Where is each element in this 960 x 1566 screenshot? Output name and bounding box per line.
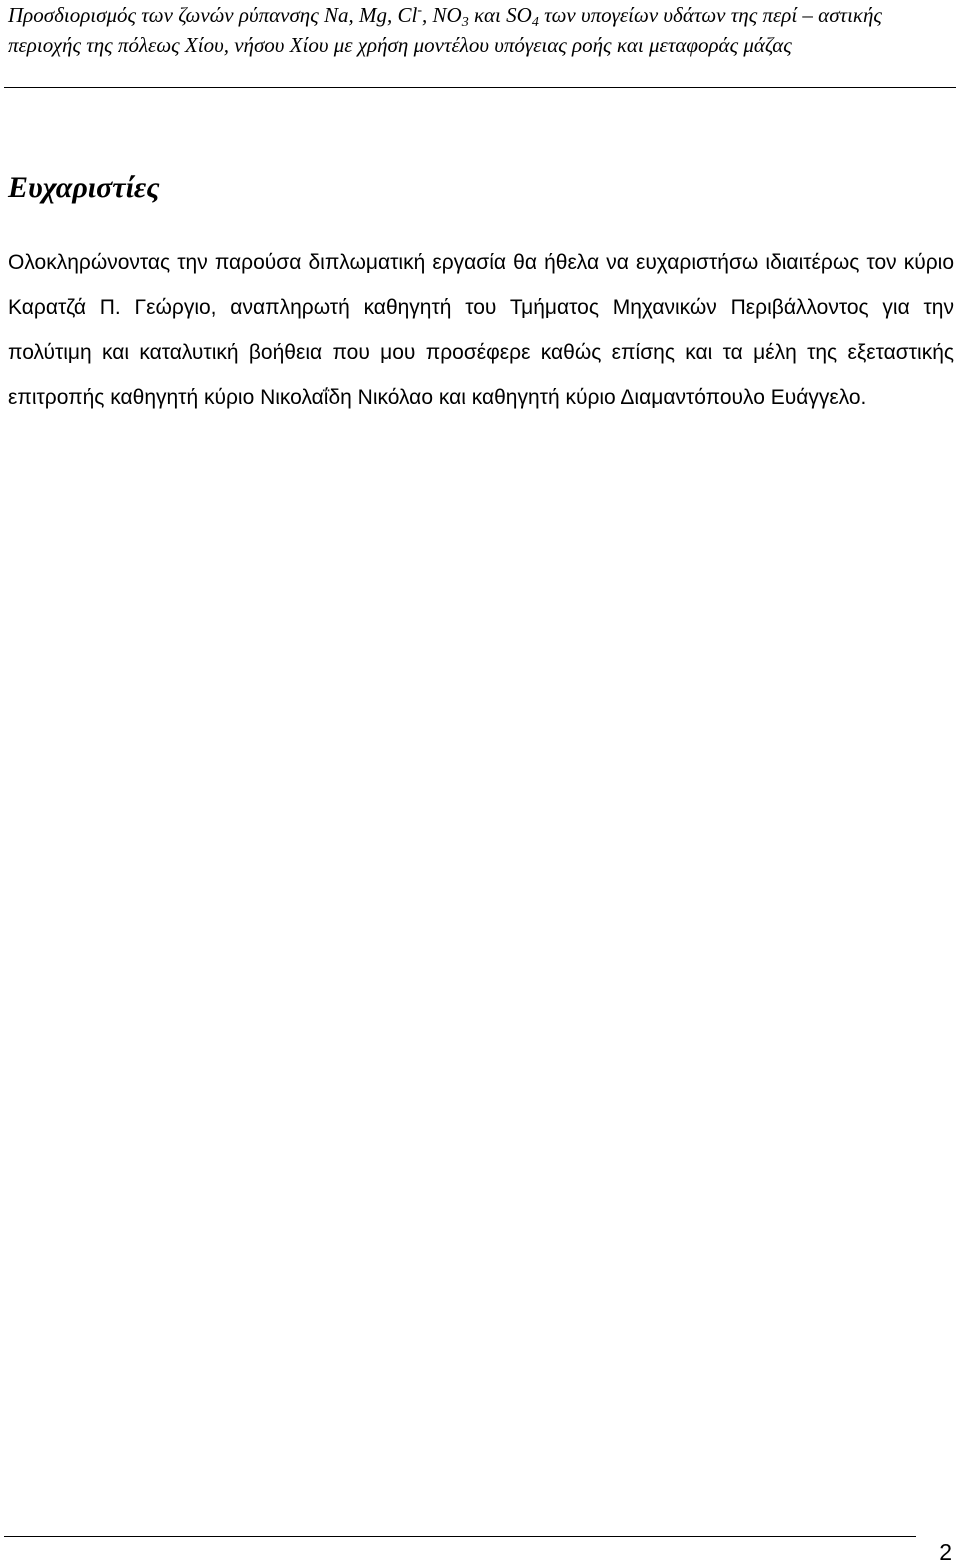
running-header bbox=[8, 0, 956, 60]
header-text-part2: , NO bbox=[422, 3, 462, 27]
header-text-part3: και SO bbox=[468, 3, 532, 27]
header-text-part1: Προσδιορισμός των ζωνών ρύπανσης Na, Mg, Cl bbox=[8, 3, 418, 27]
acknowledgements-paragraph: Ολοκληρώνοντας την παρούσα διπλωματική εργασία θα ήθελα να ευχαριστήσω ιδιαιτέρως τον κύριο Καρατζά Π. Γεώργιο, αναπληρωτή καθηγητή του Τμήματος Μηχανικών Περιβάλλοντος για την πολύτιμη και καταλυτική βοήθεια που μου προσέφερε καθώς επίσης και τα μέλη της εξεταστικής επιτροπής καθηγητή κύριο Νικολαΐδη Νικόλαο και καθηγητή κύριο Διαμαντόπουλο Ευάγγελο. bbox=[8, 251, 954, 409]
header-text-part4: των υπογείων υδάτων της περί – αστικής περιοχής της πόλεως Χίου, νήσου Χίου με χρήση μοντέλου υπόγειας ροής και μεταφοράς μάζας bbox=[8, 3, 882, 57]
header-divider bbox=[4, 87, 956, 88]
page-number: 2 bbox=[939, 1539, 952, 1565]
section-title: Ευχαριστίες bbox=[8, 171, 160, 204]
header-sulfate-subscript: 4 bbox=[531, 15, 539, 30]
footer-divider bbox=[4, 1536, 916, 1537]
header-nitrate-subscript: 3 bbox=[461, 15, 469, 30]
header-chloride-superscript: - bbox=[417, 3, 423, 18]
